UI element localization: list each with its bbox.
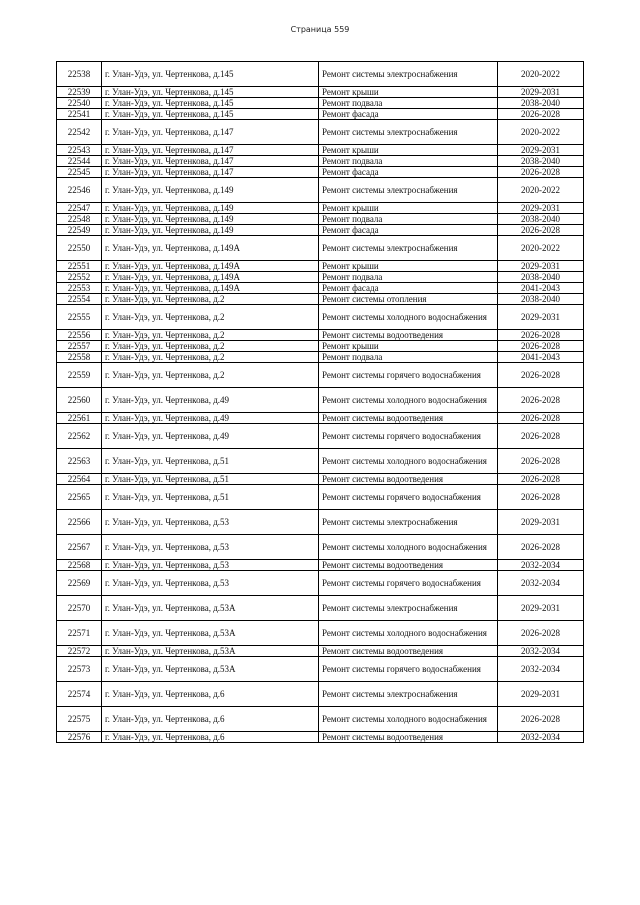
row-work-type: Ремонт крыши [319, 145, 498, 156]
row-address: г. Улан-Удэ, ул. Чертенкова, д.149 [102, 214, 319, 225]
row-work-type: Ремонт системы электроснабжения [319, 682, 498, 707]
row-address: г. Улан-Удэ, ул. Чертенкова, д.149А [102, 272, 319, 283]
row-period: 2029-2031 [498, 510, 584, 535]
row-period: 2032-2034 [498, 560, 584, 571]
row-period: 2026-2028 [498, 413, 584, 424]
row-number: 22570 [57, 596, 102, 621]
row-work-type: Ремонт системы электроснабжения [319, 596, 498, 621]
row-period: 2029-2031 [498, 261, 584, 272]
row-address: г. Улан-Удэ, ул. Чертенкова, д.2 [102, 363, 319, 388]
table-row [57, 596, 584, 621]
row-period: 2026-2028 [498, 535, 584, 560]
row-number: 22567 [57, 535, 102, 560]
row-address: г. Улан-Удэ, ул. Чертенкова, д.149А [102, 283, 319, 294]
row-address: г. Улан-Удэ, ул. Чертенкова, д.2 [102, 305, 319, 330]
row-number: 22568 [57, 560, 102, 571]
row-work-type: Ремонт системы холодного водоснабжения [319, 305, 498, 330]
table-row [57, 560, 584, 571]
row-address: г. Улан-Удэ, ул. Чертенкова, д.147 [102, 145, 319, 156]
table-row [57, 424, 584, 449]
row-period: 2026-2028 [498, 167, 584, 178]
row-address: г. Улан-Удэ, ул. Чертенкова, д.145 [102, 87, 319, 98]
row-period: 2032-2034 [498, 732, 584, 743]
row-address: г. Улан-Удэ, ул. Чертенкова, д.53 [102, 510, 319, 535]
table-row [57, 167, 584, 178]
row-period: 2029-2031 [498, 305, 584, 330]
row-work-type: Ремонт системы водоотведения [319, 330, 498, 341]
row-work-type: Ремонт системы водоотведения [319, 413, 498, 424]
table-row [57, 621, 584, 646]
row-address: г. Улан-Удэ, ул. Чертенкова, д.149 [102, 203, 319, 214]
row-work-type: Ремонт системы электроснабжения [319, 510, 498, 535]
table-row [57, 305, 584, 330]
row-work-type: Ремонт системы горячего водоснабжения [319, 485, 498, 510]
row-number: 22548 [57, 214, 102, 225]
table-row [57, 413, 584, 424]
row-number: 22538 [57, 62, 102, 87]
row-address: г. Улан-Удэ, ул. Чертенкова, д.6 [102, 732, 319, 743]
row-address: г. Улан-Удэ, ул. Чертенкова, д.51 [102, 449, 319, 474]
row-number: 22555 [57, 305, 102, 330]
row-period: 2026-2028 [498, 449, 584, 474]
row-address: г. Улан-Удэ, ул. Чертенкова, д.53 [102, 560, 319, 571]
row-period: 2038-2040 [498, 156, 584, 167]
table-row [57, 120, 584, 145]
row-period: 2026-2028 [498, 474, 584, 485]
table-row [57, 87, 584, 98]
row-work-type: Ремонт крыши [319, 87, 498, 98]
table-row [57, 98, 584, 109]
row-address: г. Улан-Удэ, ул. Чертенкова, д.149 [102, 178, 319, 203]
row-work-type: Ремонт системы холодного водоснабжения [319, 707, 498, 732]
row-address: г. Улан-Удэ, ул. Чертенкова, д.147 [102, 120, 319, 145]
row-address: г. Улан-Удэ, ул. Чертенкова, д.51 [102, 485, 319, 510]
row-period: 2026-2028 [498, 424, 584, 449]
repair-schedule-table [56, 61, 584, 743]
row-address: г. Улан-Удэ, ул. Чертенкова, д.53А [102, 621, 319, 646]
row-work-type: Ремонт подвала [319, 214, 498, 225]
row-address: г. Улан-Удэ, ул. Чертенкова, д.145 [102, 62, 319, 87]
row-period: 2041-2043 [498, 283, 584, 294]
row-number: 22553 [57, 283, 102, 294]
row-work-type: Ремонт системы электроснабжения [319, 62, 498, 87]
row-number: 22565 [57, 485, 102, 510]
row-address: г. Улан-Удэ, ул. Чертенкова, д.2 [102, 352, 319, 363]
table-row [57, 272, 584, 283]
row-period: 2026-2028 [498, 225, 584, 236]
row-address: г. Улан-Удэ, ул. Чертенкова, д.53 [102, 571, 319, 596]
row-work-type: Ремонт системы горячего водоснабжения [319, 424, 498, 449]
row-number: 22541 [57, 109, 102, 120]
row-work-type: Ремонт подвала [319, 156, 498, 167]
row-work-type: Ремонт фасада [319, 283, 498, 294]
row-period: 2020-2022 [498, 236, 584, 261]
row-number: 22563 [57, 449, 102, 474]
table-row [57, 236, 584, 261]
row-period: 2029-2031 [498, 145, 584, 156]
row-period: 2026-2028 [498, 707, 584, 732]
row-number: 22552 [57, 272, 102, 283]
row-number: 22564 [57, 474, 102, 485]
table-row [57, 225, 584, 236]
row-work-type: Ремонт фасада [319, 109, 498, 120]
row-number: 22574 [57, 682, 102, 707]
table-row [57, 571, 584, 596]
row-period: 2026-2028 [498, 109, 584, 120]
row-period: 2020-2022 [498, 178, 584, 203]
row-number: 22559 [57, 363, 102, 388]
table-row [57, 203, 584, 214]
table-row [57, 657, 584, 682]
row-work-type: Ремонт системы электроснабжения [319, 120, 498, 145]
row-work-type: Ремонт системы холодного водоснабжения [319, 388, 498, 413]
row-address: г. Улан-Удэ, ул. Чертенкова, д.145 [102, 109, 319, 120]
row-period: 2026-2028 [498, 341, 584, 352]
row-number: 22545 [57, 167, 102, 178]
row-work-type: Ремонт системы горячего водоснабжения [319, 657, 498, 682]
row-address: г. Улан-Удэ, ул. Чертенкова, д.147 [102, 156, 319, 167]
row-address: г. Улан-Удэ, ул. Чертенкова, д.149А [102, 261, 319, 272]
row-period: 2029-2031 [498, 596, 584, 621]
row-period: 2020-2022 [498, 62, 584, 87]
row-address: г. Улан-Удэ, ул. Чертенкова, д.147 [102, 167, 319, 178]
row-number: 22571 [57, 621, 102, 646]
row-number: 22560 [57, 388, 102, 413]
table-row [57, 156, 584, 167]
row-work-type: Ремонт фасада [319, 167, 498, 178]
row-period: 2026-2028 [498, 330, 584, 341]
row-work-type: Ремонт системы водоотведения [319, 560, 498, 571]
table-row [57, 261, 584, 272]
table-row [57, 178, 584, 203]
table-row [57, 352, 584, 363]
row-address: г. Улан-Удэ, ул. Чертенкова, д.2 [102, 341, 319, 352]
row-address: г. Улан-Удэ, ул. Чертенкова, д.6 [102, 707, 319, 732]
row-number: 22543 [57, 145, 102, 156]
row-address: г. Улан-Удэ, ул. Чертенкова, д.149 [102, 225, 319, 236]
row-work-type: Ремонт подвала [319, 98, 498, 109]
row-period: 2029-2031 [498, 682, 584, 707]
row-address: г. Улан-Удэ, ул. Чертенкова, д.49 [102, 388, 319, 413]
row-number: 22561 [57, 413, 102, 424]
row-number: 22556 [57, 330, 102, 341]
row-period: 2041-2043 [498, 352, 584, 363]
row-number: 22547 [57, 203, 102, 214]
row-work-type: Ремонт системы водоотведения [319, 732, 498, 743]
row-address: г. Улан-Удэ, ул. Чертенкова, д.53А [102, 657, 319, 682]
row-period: 2032-2034 [498, 571, 584, 596]
row-address: г. Улан-Удэ, ул. Чертенкова, д.6 [102, 682, 319, 707]
table-row [57, 145, 584, 156]
table-row [57, 535, 584, 560]
row-number: 22540 [57, 98, 102, 109]
table-body [57, 62, 584, 743]
row-address: г. Улан-Удэ, ул. Чертенкова, д.2 [102, 294, 319, 305]
row-work-type: Ремонт системы горячего водоснабжения [319, 571, 498, 596]
row-work-type: Ремонт системы электроснабжения [319, 178, 498, 203]
table-row [57, 388, 584, 413]
row-number: 22557 [57, 341, 102, 352]
row-address: г. Улан-Удэ, ул. Чертенкова, д.53А [102, 646, 319, 657]
row-period: 2026-2028 [498, 363, 584, 388]
table-row [57, 682, 584, 707]
row-period: 2026-2028 [498, 388, 584, 413]
row-number: 22546 [57, 178, 102, 203]
row-work-type: Ремонт системы отопления [319, 294, 498, 305]
row-work-type: Ремонт системы холодного водоснабжения [319, 535, 498, 560]
table-row [57, 707, 584, 732]
row-number: 22544 [57, 156, 102, 167]
row-period: 2029-2031 [498, 203, 584, 214]
row-number: 22572 [57, 646, 102, 657]
row-number: 22566 [57, 510, 102, 535]
row-address: г. Улан-Удэ, ул. Чертенкова, д.49 [102, 413, 319, 424]
row-address: г. Улан-Удэ, ул. Чертенкова, д.145 [102, 98, 319, 109]
row-number: 22573 [57, 657, 102, 682]
row-period: 2038-2040 [498, 294, 584, 305]
table-row [57, 449, 584, 474]
row-number: 22575 [57, 707, 102, 732]
table-row [57, 341, 584, 352]
row-work-type: Ремонт системы холодного водоснабжения [319, 449, 498, 474]
row-number: 22551 [57, 261, 102, 272]
table-row [57, 109, 584, 120]
row-number: 22576 [57, 732, 102, 743]
row-work-type: Ремонт крыши [319, 341, 498, 352]
table-row [57, 510, 584, 535]
row-number: 22550 [57, 236, 102, 261]
row-number: 22539 [57, 87, 102, 98]
row-period: 2032-2034 [498, 657, 584, 682]
row-period: 2026-2028 [498, 485, 584, 510]
row-number: 22569 [57, 571, 102, 596]
row-period: 2038-2040 [498, 272, 584, 283]
row-work-type: Ремонт системы водоотведения [319, 474, 498, 485]
row-period: 2029-2031 [498, 87, 584, 98]
table-row [57, 62, 584, 87]
table-row [57, 214, 584, 225]
row-work-type: Ремонт крыши [319, 203, 498, 214]
row-work-type: Ремонт системы водоотведения [319, 646, 498, 657]
row-address: г. Улан-Удэ, ул. Чертенкова, д.53 [102, 535, 319, 560]
row-work-type: Ремонт системы горячего водоснабжения [319, 363, 498, 388]
row-address: г. Улан-Удэ, ул. Чертенкова, д.51 [102, 474, 319, 485]
table-row [57, 474, 584, 485]
row-work-type: Ремонт фасада [319, 225, 498, 236]
row-work-type: Ремонт системы электроснабжения [319, 236, 498, 261]
row-period: 2020-2022 [498, 120, 584, 145]
table-row [57, 646, 584, 657]
row-address: г. Улан-Удэ, ул. Чертенкова, д.53А [102, 596, 319, 621]
row-period: 2038-2040 [498, 98, 584, 109]
table-row [57, 485, 584, 510]
row-work-type: Ремонт подвала [319, 272, 498, 283]
table-row [57, 283, 584, 294]
table-row [57, 294, 584, 305]
row-address: г. Улан-Удэ, ул. Чертенкова, д.149А [102, 236, 319, 261]
page-number-header: Страница 559 [290, 25, 350, 34]
row-work-type: Ремонт крыши [319, 261, 498, 272]
table-row [57, 732, 584, 743]
row-address: г. Улан-Удэ, ул. Чертенкова, д.2 [102, 330, 319, 341]
row-address: г. Улан-Удэ, ул. Чертенкова, д.49 [102, 424, 319, 449]
row-number: 22554 [57, 294, 102, 305]
row-number: 22549 [57, 225, 102, 236]
row-number: 22562 [57, 424, 102, 449]
row-period: 2038-2040 [498, 214, 584, 225]
row-work-type: Ремонт подвала [319, 352, 498, 363]
table-row [57, 363, 584, 388]
row-number: 22542 [57, 120, 102, 145]
row-work-type: Ремонт системы холодного водоснабжения [319, 621, 498, 646]
row-period: 2026-2028 [498, 621, 584, 646]
row-number: 22558 [57, 352, 102, 363]
row-period: 2032-2034 [498, 646, 584, 657]
table-row [57, 330, 584, 341]
